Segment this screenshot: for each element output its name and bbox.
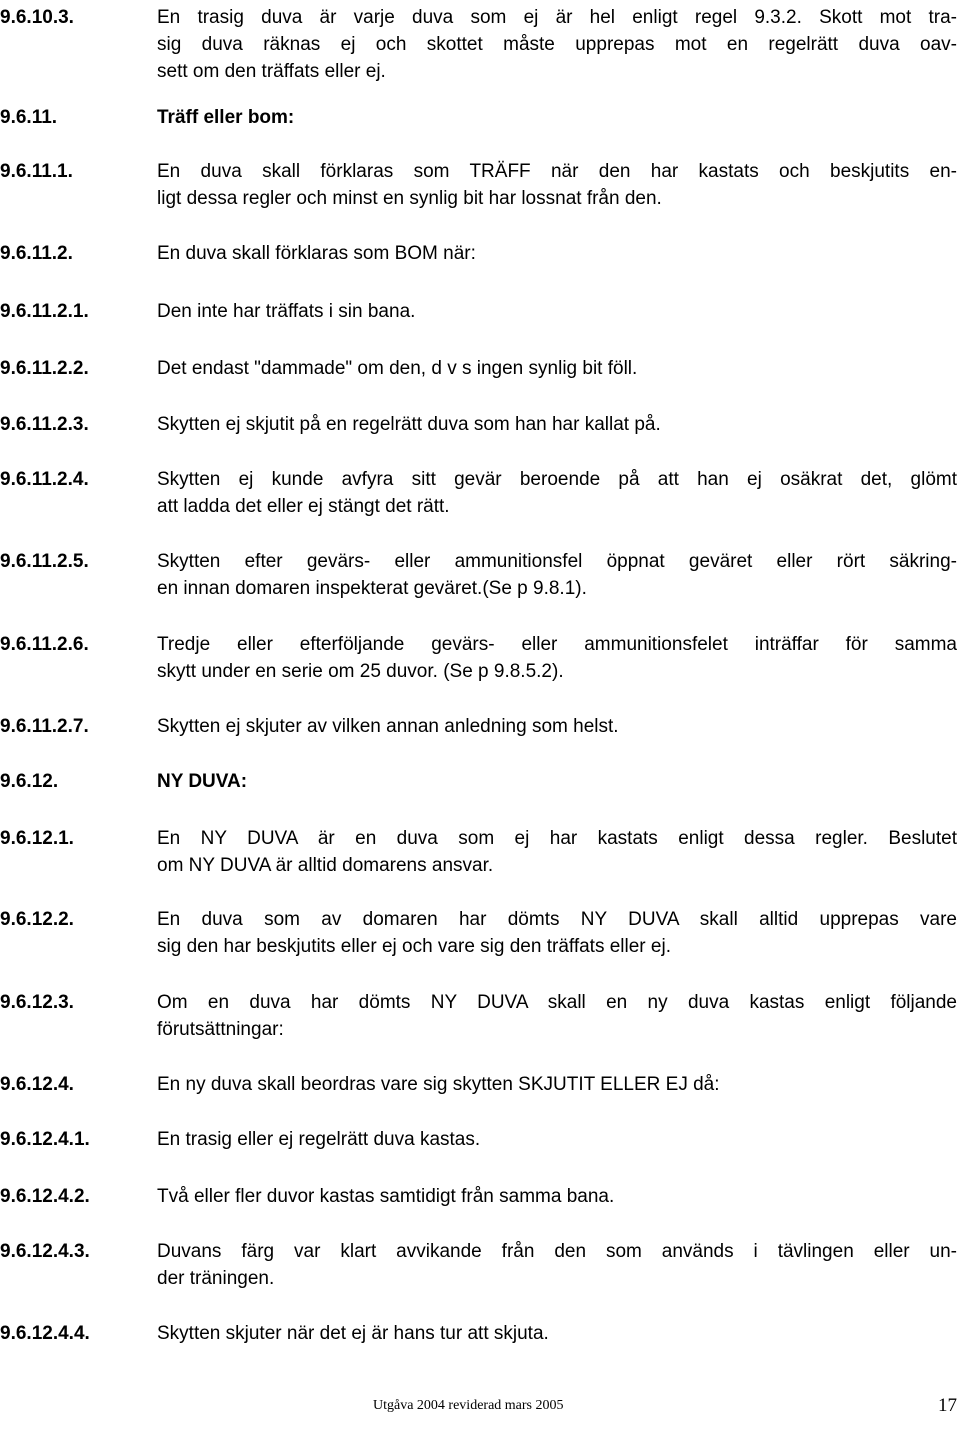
rule-number: 9.6.11.2.2. — [0, 358, 89, 379]
rule-number: 9.6.12.1. — [0, 828, 74, 849]
rule-text-line: om NY DUVA är alltid domarens ansvar. — [157, 855, 494, 876]
rule-text-line: en innan domaren inspekterat geväret.(Se p 9.8.1). — [157, 578, 587, 599]
rule-text-line: skytt under en serie om 25 duvor. (Se p 9.8.5.2). — [157, 661, 564, 682]
rule-number: 9.6.10.3. — [0, 7, 74, 28]
rule-text — [157, 825, 957, 879]
rule-text-line: Skytten efter gevärs- eller ammunitionsfel öppnat geväret eller rört säkring- — [157, 551, 957, 572]
rule-text-line: En duva som av domaren har dömts NY DUVA skall alltid upprepas vare — [157, 909, 957, 930]
rule-text — [157, 1320, 957, 1347]
rule-text-line: ligt dessa regler och minst en synlig bit har lossnat från den. — [157, 188, 662, 209]
rule-text-line: förutsättningar: — [157, 1019, 284, 1040]
rule-text-line: Skytten ej kunde avfyra sitt gevär beroende på att han ej osäkrat det, glömt — [157, 469, 957, 490]
rule-text-line: der träningen. — [157, 1268, 275, 1289]
rule-text-line: Träff eller bom: — [157, 107, 295, 128]
rule-number: 9.6.11.2. — [0, 243, 73, 264]
rule-number: 9.6.11.2.3. — [0, 414, 89, 435]
rule-number: 9.6.11.1. — [0, 161, 73, 182]
rule-text — [157, 1126, 957, 1153]
rule-text-line: sig den har beskjutits eller ej och vare sig den träffats eller ej. — [157, 936, 671, 957]
rule-number: 9.6.12.2. — [0, 909, 74, 930]
rule-text — [157, 906, 957, 960]
rule-text — [157, 1183, 957, 1210]
rule-text — [157, 355, 957, 382]
rule-number: 9.6.12.4. — [0, 1074, 74, 1095]
rule-text-line: En ny duva skall beordras vare sig skytten SKJUTIT ELLER EJ då: — [157, 1074, 720, 1095]
rule-text — [157, 298, 957, 325]
footer-edition: Utgåva 2004 reviderad mars 2005 — [373, 1398, 564, 1413]
rule-number: 9.6.12.3. — [0, 992, 74, 1013]
rule-number: 9.6.11.2.7. — [0, 716, 89, 737]
rule-text-line: Duvans färg var klart avvikande från den som används i tävlingen eller un- — [157, 1241, 957, 1262]
rule-text-line: En trasig eller ej regelrätt duva kastas. — [157, 1129, 481, 1150]
rule-text — [157, 411, 957, 438]
page-footer — [0, 1396, 960, 1426]
rule-text — [157, 1238, 957, 1292]
rule-text-line: att ladda det eller ej stängt det rätt. — [157, 496, 450, 517]
rule-text-line: Det endast "dammade" om den, d v s ingen synlig bit föll. — [157, 358, 638, 379]
rule-text-line: En duva skall förklaras som BOM när: — [157, 243, 476, 264]
rule-text-line: Två eller fler duvor kastas samtidigt från samma bana. — [157, 1186, 615, 1207]
rule-number: 9.6.12. — [0, 771, 59, 792]
rule-text — [157, 548, 957, 602]
rule-text-line: sett om den träffats eller ej. — [157, 61, 386, 82]
rule-text — [157, 4, 957, 85]
rule-number: 9.6.12.4.2. — [0, 1186, 90, 1207]
rule-text-line: En NY DUVA är en duva som ej har kastats enligt dessa regler. Beslutet — [157, 828, 957, 849]
rule-text-line: Skytten ej skjutit på en regelrätt duva som han har kallat på. — [157, 414, 661, 435]
rule-text — [157, 989, 957, 1043]
page-number: 17 — [938, 1395, 957, 1416]
rule-text-line: Tredje eller efterföljande gevärs- eller ammunitionsfelet inträffar för samma — [157, 634, 957, 655]
rule-number: 9.6.11.2.4. — [0, 469, 89, 490]
rule-number: 9.6.11. — [0, 107, 58, 128]
rule-text-line: Skytten ej skjuter av vilken annan anledning som helst. — [157, 716, 619, 737]
rule-number: 9.6.11.2.1. — [0, 301, 89, 322]
section-heading — [157, 104, 957, 131]
rule-text-line: sig duva räknas ej och skottet måste upprepas mot en regelrätt duva oav- — [157, 34, 957, 55]
rule-number: 9.6.11.2.6. — [0, 634, 89, 655]
rule-text-line: En trasig duva är varje duva som ej är hel enligt regel 9.3.2. Skott mot tra- — [157, 7, 957, 28]
rule-text-line: Om en duva har dömts NY DUVA skall en ny duva kastas enligt följande — [157, 992, 957, 1013]
rule-number: 9.6.12.4.4. — [0, 1323, 90, 1344]
rule-text — [157, 713, 957, 740]
rule-number: 9.6.12.4.3. — [0, 1241, 90, 1262]
rule-text-line: NY DUVA: — [157, 771, 248, 792]
rule-text — [157, 1071, 957, 1098]
rule-number: 9.6.11.2.5. — [0, 551, 89, 572]
rule-text-line: En duva skall förklaras som TRÄFF när den har kastats och beskjutits en- — [157, 161, 957, 182]
rule-text-line: Skytten skjuter när det ej är hans tur att skjuta. — [157, 1323, 549, 1344]
section-heading — [157, 768, 957, 795]
rule-text — [157, 240, 957, 267]
rule-text-line: Den inte har träffats i sin bana. — [157, 301, 416, 322]
rule-number: 9.6.12.4.1. — [0, 1129, 90, 1150]
rule-text — [157, 631, 957, 685]
rule-text — [157, 158, 957, 212]
rule-text — [157, 466, 957, 520]
